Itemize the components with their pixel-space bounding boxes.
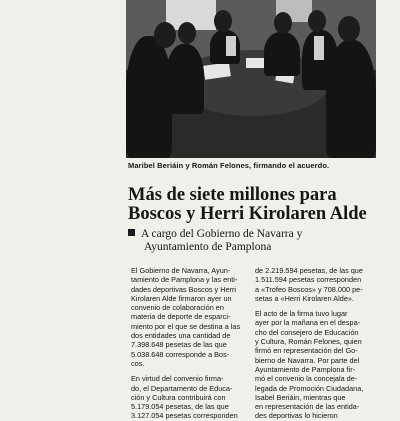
article-text-line: En virtud del convenio firma- [131,374,224,384]
article-text-line: dos entidades una cantidad de [131,331,231,341]
news-photo [126,0,376,158]
photo-shirt [314,36,324,60]
subheadline-line: A cargo del Gobierno de Navarra y [141,228,303,240]
article-text-line: 7.398.648 pesetas de las que [131,340,227,350]
article-text-line: firmó en representación del Go- [255,346,358,356]
photo-document [246,58,266,68]
article-text-line: materia de deporte de esparci- [131,312,231,322]
square-bullet-icon [128,229,135,236]
article-text-line: ayer por la mañana en el despa- [255,318,361,328]
article-text-line: bierno de Navarra. Por parte del [255,355,360,365]
photo-person-head [178,22,196,44]
article-text-line: cos. [131,358,145,368]
article-text-line: de 2.219.594 pesetas, de las que [255,266,363,275]
article-text-line: ción y Cultura contribuirá con [131,392,226,402]
headline [128,186,388,224]
headline-line: Boscos y Herri Kirolaren Alde [128,204,367,224]
subheadline-line: Ayuntamiento de Pamplona [144,241,272,253]
article-text-line: do, el Departamento de Educa- [131,383,233,393]
subheadline [128,228,388,254]
photo-person-head [154,22,176,48]
article-text-line: dades deportivas Boscos y Herri [131,284,237,294]
article-text-line: cho del consejero de Educación [255,327,359,337]
photo-person [264,32,300,76]
article-text-line: legada de Promoción Ciudadana, [255,383,364,393]
article-text-line: convenio de colaboración en [131,303,224,313]
photo-person [326,40,376,158]
article-text-line: miento por el que se destina a las [131,321,241,331]
photo-person [166,44,204,114]
article-text-line: Kirolaren Alde firmaron ayer un [131,293,232,303]
article-text-line: El acto de la firma tuvo lugar [255,309,348,319]
article-text-line: tamiento de Pamplona y las enti- [131,275,238,285]
article-text-line: mó el convenio la concejala de- [255,374,358,384]
article-text-line: Ayuntamiento de Pamplona fir- [255,364,356,374]
article-text-line: Isabel Beriáin, mientras que [255,392,346,402]
photo-person-head [308,10,326,32]
article-text-line: y Cultura, Román Felones, quien [255,337,362,347]
article-text-line: El Gobierno de Navarra, Ayun- [131,266,231,275]
article-text-line: 5.179.054 pesetas, de las que [131,402,229,412]
photo-caption: Maribel Beriáin y Román Felones, firmando el acuerdo. [128,161,330,170]
article-text-line: des deportivas lo hicieron [255,411,338,421]
headline-line: Más de siete millones para [128,185,337,205]
article-text-line: setas a «Herri Kirolaren Alde». [255,293,354,303]
article-column-right [255,266,375,421]
article-text-line: 5.038.648 corresponde a Bos- [131,349,230,359]
article-text-line: 1.511.594 pesetas corresponden [255,275,362,285]
photo-shirt [226,36,236,56]
article-text-line: a «Trofeo Boscos» y 708.000 pe- [255,284,363,294]
article-text-line: 3.127.054 pesetas corresponden [131,411,238,421]
photo-person-head [214,10,232,32]
photo-person-head [274,12,292,34]
photo-person-head [338,16,360,42]
article-text-line: en representación de las entida- [255,402,360,412]
article-column-left [131,266,249,421]
